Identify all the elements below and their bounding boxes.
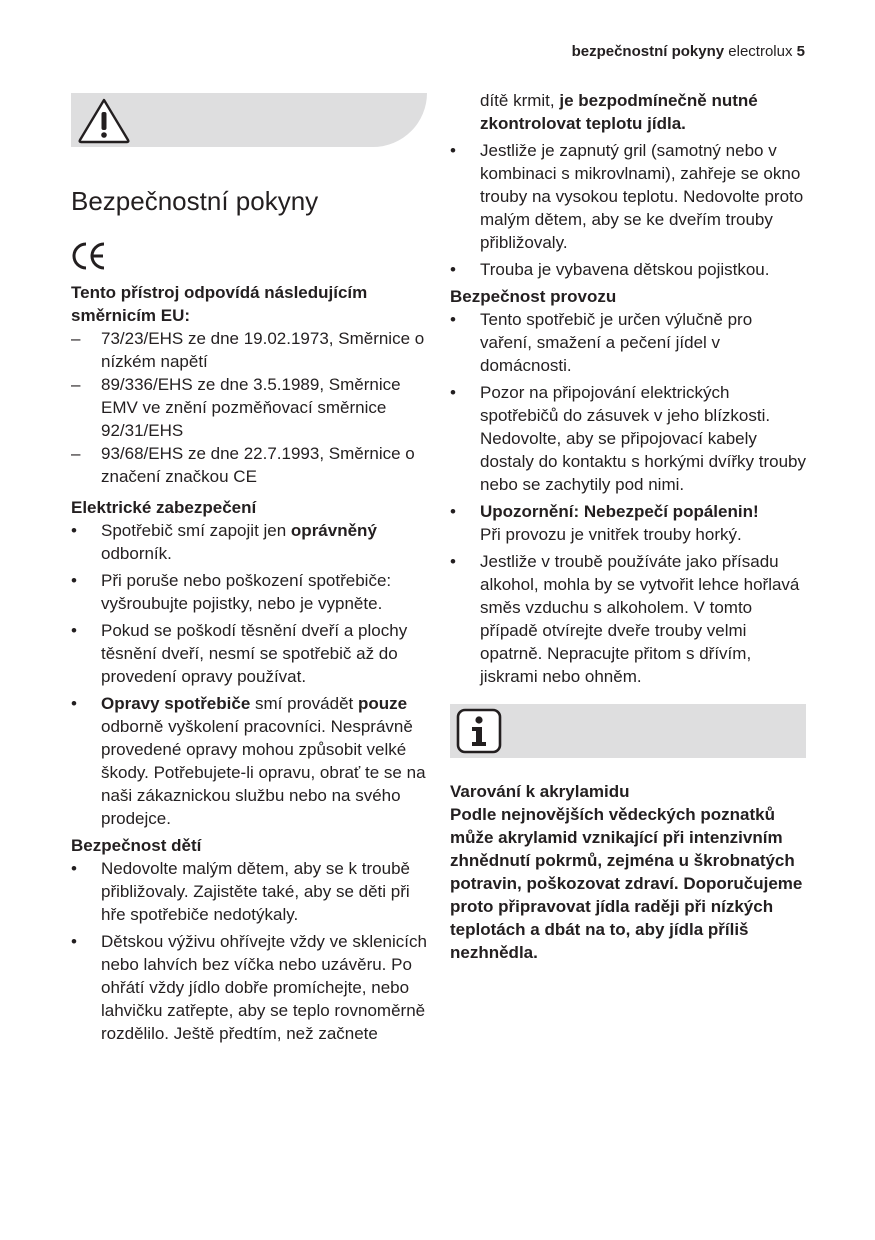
right-column <box>450 89 806 964</box>
list-item: • Při poruše nebo poškození spotřebiče: vyšroubujte pojistky, nebo je vypněte. <box>71 571 392 613</box>
children-list-continued <box>450 139 806 281</box>
warning-banner <box>71 93 427 147</box>
operation-list <box>450 308 806 688</box>
children-heading: Bezpečnost dětí <box>71 836 202 855</box>
eu-heading: Tento přístroj odpovídá následujícím směrnicím EU: <box>71 283 368 325</box>
list-item: • Opravy spotřebiče smí provádět pouze odborně vyškolení pracovníci. Nesprávně provedené opravy mohou způsobit velké škody. Potřebujete-li opravu, obrať te se na naši zákaznickou službu nebo na svého prodejce. <box>71 694 426 828</box>
ce-mark <box>71 241 427 275</box>
operation-heading: Bezpečnost provozu <box>450 287 617 306</box>
electrical-list <box>71 519 427 830</box>
page-number: 5 <box>796 43 805 60</box>
left-column <box>71 93 427 1049</box>
running-head-section: bezpečnostní pokyny <box>571 43 725 60</box>
warning-triangle-icon <box>75 95 133 145</box>
children-list <box>71 857 427 1045</box>
acrylamide-text: Podle nejnovějších vědeckých poznatků může akrylamid vznikající při intenzivním zhnědnutí pokrmů, zejména u škrobnatých potravin, poškozovat zdraví. Doporučujeme proto připravovat jídla raději při nízkých teplotách a dbát na to, aby jídla příliš nezhnědla. <box>450 805 803 962</box>
list-item: • Trouba je vybavena dětskou pojistkou. <box>450 260 770 279</box>
continued-text: dítě krmit, je bezpodmínečně nutné zkontrolovat teplotu jídla. <box>480 91 758 133</box>
list-item: – 73/23/EHS ze dne 19.02.1973, Směrnice o nízkém napětí <box>71 329 425 371</box>
list-item: – 89/336/EHS ze dne 3.5.1989, Směrnice EMV ve znění pozměňovací směrnice 92/31/EHS <box>71 375 401 440</box>
eu-list <box>71 327 427 488</box>
list-item: • Tento spotřebič je určen výlučně pro vaření, smažení a pečení jídel v domácnosti. <box>450 310 753 375</box>
running-head-brand: electrolux <box>728 43 793 60</box>
electrical-heading: Elektrické zabezpečení <box>71 498 257 517</box>
list-item: – 93/68/EHS ze dne 22.7.1993, Směrnice o značení značkou CE <box>71 444 415 486</box>
info-banner <box>450 704 806 758</box>
ce-mark-icon <box>71 241 107 271</box>
page-title: Bezpečnostní pokyny <box>71 186 319 216</box>
list-item: • Nedovolte malým dětem, aby se k troubě přibližovaly. Zajistěte také, aby se děti při hře spotřebiče nedotýkaly. <box>71 859 410 924</box>
info-icon <box>455 707 505 757</box>
list-item: • Pokud se poškodí těsnění dveří a plochy těsnění dveří, nesmí se spotřebič až do provedení opravy používat. <box>71 621 408 686</box>
list-item: • Jestliže je zapnutý gril (samotný nebo v kombinaci s mikrovlnami), zahřeje se okno trouby na vysokou teplotu. Nedovolte proto malým dětem, aby se ke dveřím trouby přibližovaly. <box>450 141 804 252</box>
acrylamide-heading: Varování k akrylamidu <box>450 782 630 801</box>
list-item: • Upozornění: Nebezpečí popálenin! Při provozu je vnitřek trouby horký. <box>450 502 759 544</box>
list-item: • Pozor na připojování elektrických spotřebičů do zásuvek v jeho blízkosti. Nedovolte, aby se připojovací kabely dostaly do kontaktu s horkými dvířky trouby nebo se zachytily pod nimi. <box>450 383 806 494</box>
running-head <box>572 43 805 60</box>
list-item: • Spotřebič smí zapojit jen oprávněný odborník. <box>71 521 377 563</box>
list-item: • Dětskou výživu ohřívejte vždy ve sklenicích nebo lahvích bez víčka nebo uzávěru. Po ohřátí vždy jídlo dobře promíchejte, nebo lahvičku zatřepte, aby se teplo rovnoměrně rozdělilo. Ještě předtím, než začnete <box>71 932 427 1043</box>
list-item: • Jestliže v troubě používáte jako přísadu alkohol, mohla by se vytvořit lehce hořlavá směs vzduchu s alkoholem. V tomto případě otvírejte dveře trouby velmi opatrně. Nepracujte přitom s dřívím, jiskrami nebo ohněm. <box>450 552 800 686</box>
